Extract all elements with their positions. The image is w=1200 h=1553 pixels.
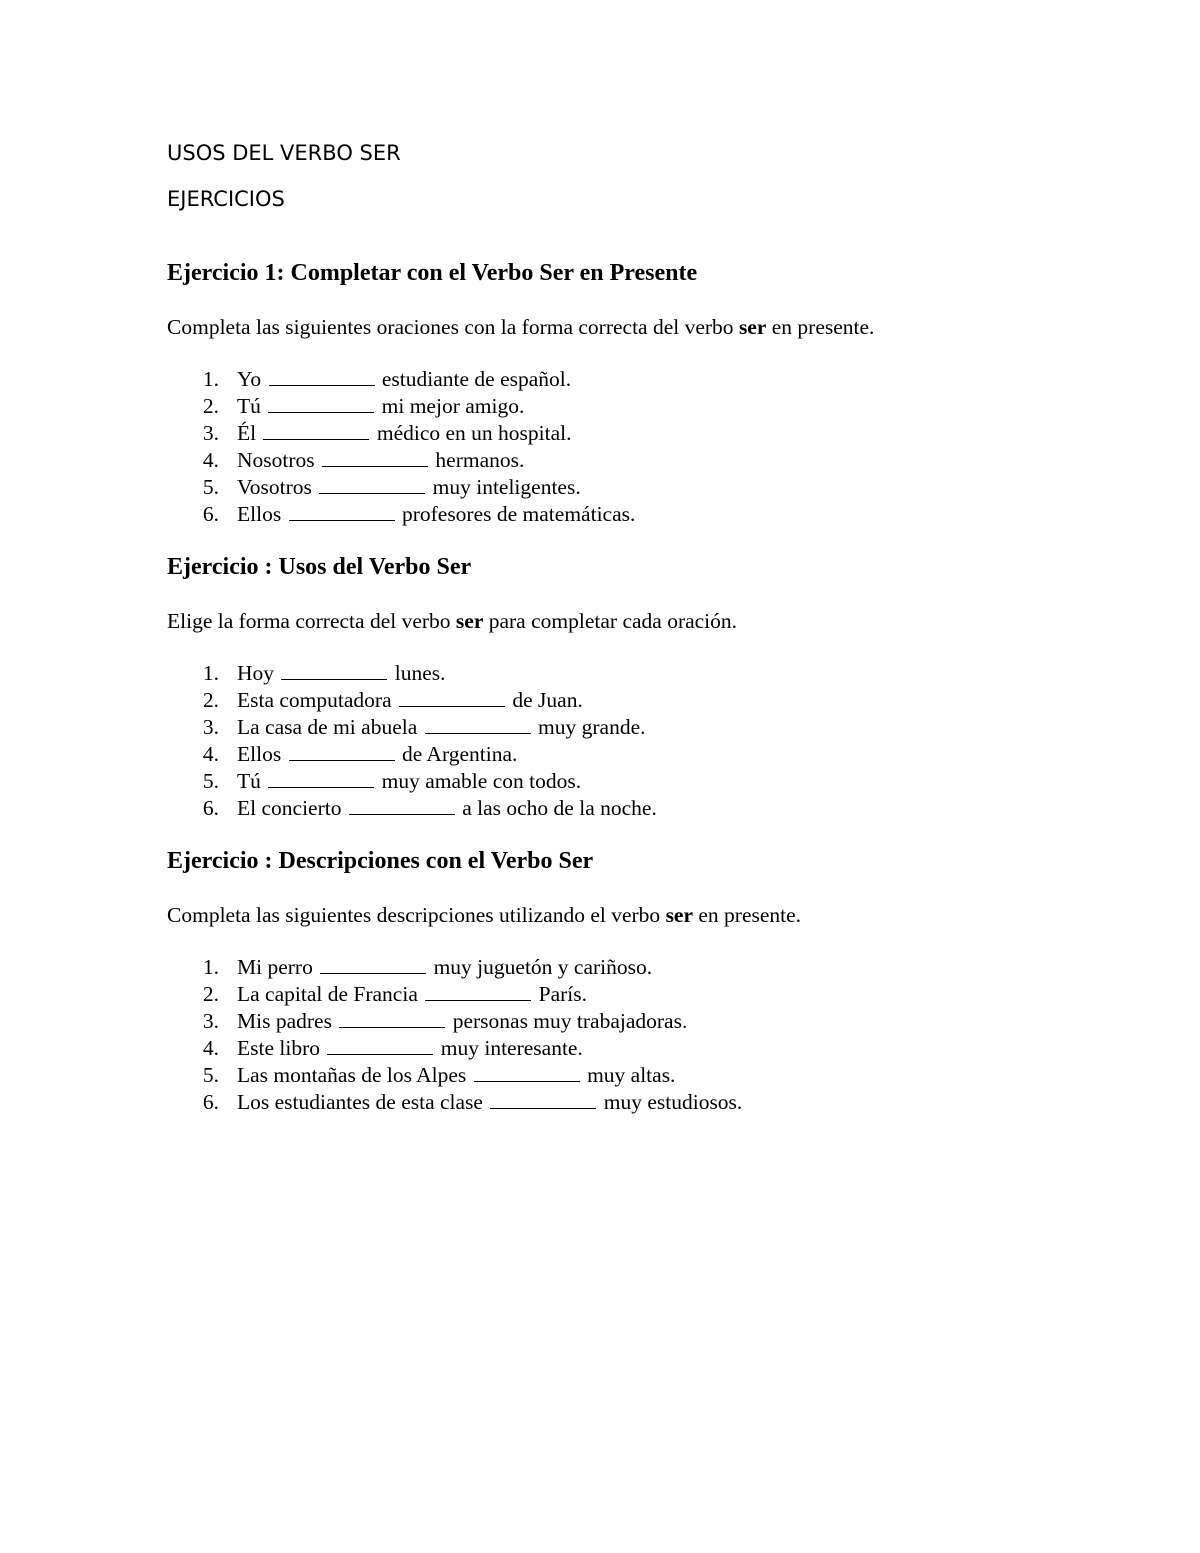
answer-blank	[281, 678, 387, 680]
exercise-item	[167, 1089, 1127, 1116]
item-number: 1.	[202, 367, 219, 391]
exercise-item	[167, 981, 1127, 1008]
answer-blank	[349, 813, 455, 815]
section-instructions	[167, 312, 1127, 342]
item-text-before: Ellos	[237, 742, 287, 766]
item-text-before: Tú	[237, 769, 267, 793]
item-text-after: de Argentina.	[396, 742, 518, 766]
item-number: 2.	[202, 688, 219, 712]
section-heading: Ejercicio 1: Completar con el Verbo Ser en Presente	[167, 260, 698, 286]
item-number: 4.	[202, 448, 219, 472]
instructions-text: para completar cada oración.	[483, 609, 738, 633]
item-number: 3.	[202, 421, 219, 445]
item-number: 2.	[202, 394, 219, 418]
item-number: 3.	[202, 1009, 219, 1033]
section-instructions	[167, 900, 1127, 930]
item-text-before: Ellos	[237, 502, 287, 526]
answer-blank	[320, 972, 426, 974]
item-text-after: muy juguetón y cariñoso.	[428, 955, 653, 979]
item-text-before: Vosotros	[237, 475, 318, 499]
item-text-before: Mi perro	[237, 955, 319, 979]
exercise-item	[167, 420, 1127, 447]
item-text-after: muy estudiosos.	[598, 1090, 743, 1114]
answer-blank	[268, 786, 374, 788]
item-text-after: mi mejor amigo.	[376, 394, 525, 418]
exercise-list	[167, 366, 1127, 528]
document-page	[167, 138, 1127, 1116]
exercise-item	[167, 954, 1127, 981]
section-heading: Ejercicio : Descripciones con el Verbo Ser	[167, 848, 594, 874]
item-text-before: Hoy	[237, 661, 280, 685]
item-number: 3.	[202, 715, 219, 739]
exercise-item	[167, 366, 1127, 393]
answer-blank	[425, 732, 531, 734]
exercise-item	[167, 1035, 1127, 1062]
section-instructions	[167, 606, 1127, 636]
item-number: 5.	[202, 769, 219, 793]
item-text-before: Yo	[237, 367, 267, 391]
item-number: 1.	[202, 661, 219, 685]
exercise-item	[167, 795, 1127, 822]
instructions-text: Elige la forma correcta del verbo	[167, 609, 456, 633]
instructions-text: en presente.	[766, 315, 875, 339]
item-text-after: París.	[533, 982, 587, 1006]
exercise-item	[167, 501, 1127, 528]
item-text-after: estudiante de español.	[376, 367, 572, 391]
exercise-item	[167, 447, 1127, 474]
answer-blank	[490, 1107, 596, 1109]
answer-blank	[425, 999, 531, 1001]
answer-blank	[322, 465, 428, 467]
exercise-item	[167, 768, 1127, 795]
item-text-after: lunes.	[389, 661, 446, 685]
answer-blank	[327, 1053, 433, 1055]
item-number: 2.	[202, 982, 219, 1006]
item-number: 6.	[202, 502, 219, 526]
document-title: USOS DEL VERBO SER	[167, 141, 401, 165]
exercise-item	[167, 660, 1127, 687]
item-text-before: Mis padres	[237, 1009, 338, 1033]
item-text-before: Los estudiantes de esta clase	[237, 1090, 489, 1114]
item-text-before: La casa de mi abuela	[237, 715, 423, 739]
item-text-before: La capital de Francia	[237, 982, 424, 1006]
answer-blank	[263, 438, 369, 440]
item-number: 6.	[202, 1090, 219, 1114]
item-text-before: Las montañas de los Alpes	[237, 1063, 472, 1087]
item-number: 1.	[202, 955, 219, 979]
item-text-after: muy altas.	[581, 1063, 676, 1087]
item-text-after: muy grande.	[532, 715, 646, 739]
item-number: 5.	[202, 475, 219, 499]
answer-blank	[289, 759, 395, 761]
item-text-after: muy amable con todos.	[376, 769, 582, 793]
answer-blank	[399, 705, 505, 707]
item-text-after: personas muy trabajadoras.	[447, 1009, 688, 1033]
answer-blank	[269, 384, 375, 386]
document-subtitle: EJERCICIOS	[167, 187, 285, 211]
item-text-before: Él	[237, 421, 262, 445]
item-number: 6.	[202, 796, 219, 820]
exercise-item	[167, 393, 1127, 420]
item-text-after: de Juan.	[507, 688, 583, 712]
item-text-after: hermanos.	[430, 448, 525, 472]
item-number: 5.	[202, 1063, 219, 1087]
instructions-text: Completa las siguientes oraciones con la forma correcta del verbo	[167, 315, 739, 339]
instructions-text: Completa las siguientes descripciones utilizando el verbo	[167, 903, 666, 927]
item-text-after: profesores de matemáticas.	[396, 502, 636, 526]
item-text-before: Esta computadora	[237, 688, 398, 712]
exercise-item	[167, 687, 1127, 714]
item-text-after: médico en un hospital.	[371, 421, 572, 445]
answer-blank	[474, 1080, 580, 1082]
exercise-item	[167, 714, 1127, 741]
exercise-item	[167, 474, 1127, 501]
exercise-item	[167, 1008, 1127, 1035]
item-number: 4.	[202, 742, 219, 766]
answer-blank	[339, 1026, 445, 1028]
item-number: 4.	[202, 1036, 219, 1060]
exercise-list	[167, 660, 1127, 822]
answer-blank	[319, 492, 425, 494]
item-text-after: muy interesante.	[435, 1036, 583, 1060]
exercise-list	[167, 954, 1127, 1116]
instructions-verb: ser	[738, 315, 767, 339]
exercise-item	[167, 741, 1127, 768]
answer-blank	[268, 411, 374, 413]
item-text-after: a las ocho de la noche.	[456, 796, 657, 820]
instructions-verb: ser	[455, 609, 484, 633]
item-text-before: Nosotros	[237, 448, 321, 472]
answer-blank	[289, 519, 395, 521]
item-text-before: El concierto	[237, 796, 347, 820]
item-text-before: Tú	[237, 394, 267, 418]
item-text-after: muy inteligentes.	[427, 475, 581, 499]
instructions-text: en presente.	[693, 903, 802, 927]
exercise-section	[167, 846, 1127, 1116]
exercise-section	[167, 258, 1127, 528]
exercise-section	[167, 552, 1127, 822]
instructions-verb: ser	[665, 903, 694, 927]
exercise-item	[167, 1062, 1127, 1089]
item-text-before: Este libro	[237, 1036, 326, 1060]
exercise-sections	[167, 258, 1127, 1116]
section-heading: Ejercicio : Usos del Verbo Ser	[167, 554, 472, 580]
